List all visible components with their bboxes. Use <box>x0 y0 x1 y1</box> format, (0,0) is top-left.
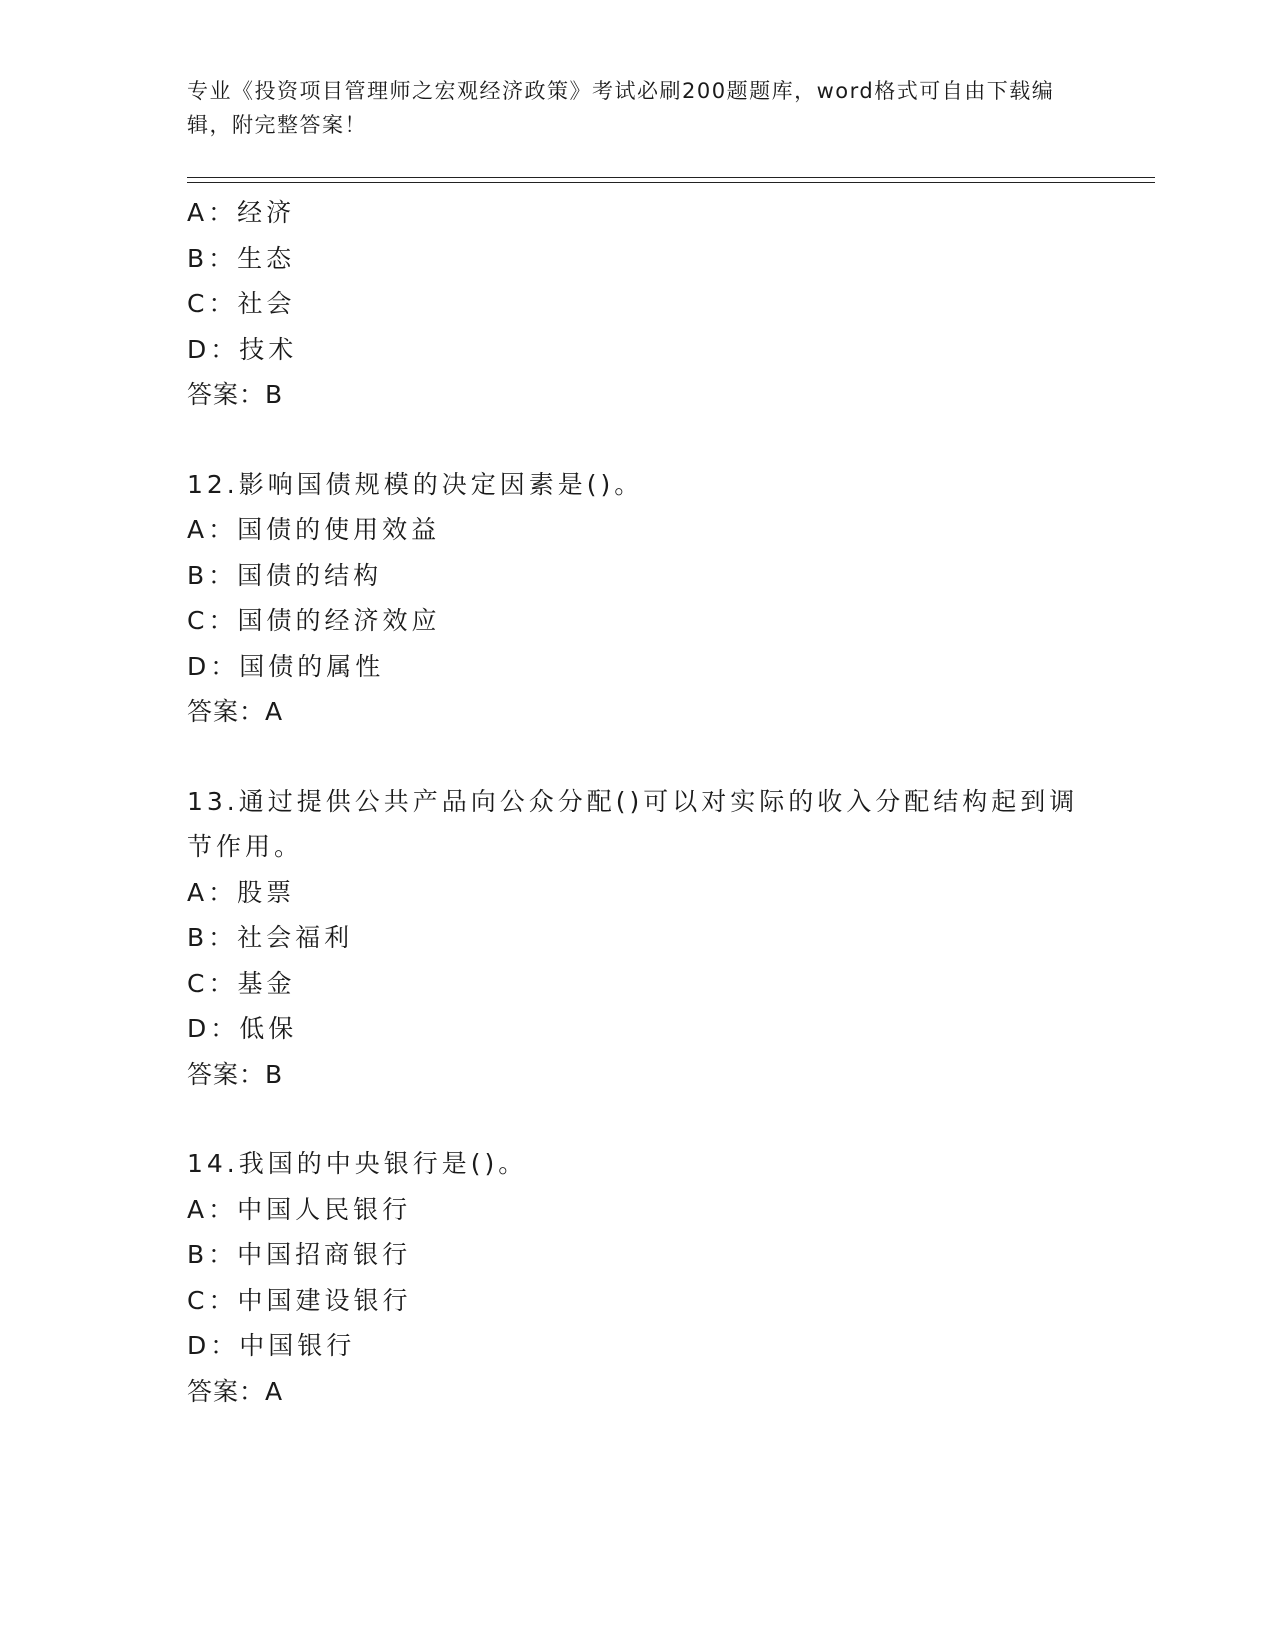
question-text: 12.影响国债规模的决定因素是()。 <box>187 469 644 499</box>
option-c: C：中国建设银行 <box>187 1285 412 1315</box>
option-c: C：基金 <box>187 968 296 998</box>
question-block-11 <box>187 190 1087 418</box>
spacer <box>187 1097 1087 1141</box>
option-c: C：国债的经济效应 <box>187 606 441 635</box>
spacer <box>187 735 1087 779</box>
question-list <box>187 190 1087 1414</box>
option-d: D：低保 <box>187 1014 298 1043</box>
header-rule-top <box>187 177 1155 178</box>
question-block-13 <box>187 779 1087 1098</box>
header-rule-bottom <box>187 182 1155 183</box>
option-c: C：社会 <box>187 289 296 318</box>
spacer <box>187 418 1087 462</box>
question-block-14 <box>187 1141 1087 1414</box>
option-a: A：经济 <box>187 198 296 227</box>
document-header: 专业《投资项目管理师之宏观经济政策》考试必刷200题题库，word格式可自由下载编辑，附完整答案！ <box>187 79 1055 137</box>
question-block-12 <box>187 462 1087 735</box>
option-b: B：中国招商银行 <box>187 1240 412 1269</box>
option-d: D：技术 <box>187 334 298 364</box>
option-a: A：国债的使用效益 <box>187 515 441 544</box>
answer-line: 答案：A <box>187 1376 284 1406</box>
option-a: A：股票 <box>187 877 296 907</box>
answer-line: 答案：B <box>187 380 284 409</box>
option-b: B：生态 <box>187 243 296 273</box>
option-d: D：国债的属性 <box>187 651 385 681</box>
question-text: 14.我国的中央银行是()。 <box>187 1149 528 1178</box>
answer-line: 答案：B <box>187 1059 284 1089</box>
question-text: 13.通过提供公共产品向公众分配()可以对实际的收入分配结构起到调节作用。 <box>187 786 1079 861</box>
option-b: B：国债的结构 <box>187 560 383 590</box>
answer-line: 答案：A <box>187 697 284 726</box>
option-d: D：中国银行 <box>187 1331 356 1360</box>
option-b: B：社会福利 <box>187 923 354 952</box>
option-a: A：中国人民银行 <box>187 1194 412 1224</box>
